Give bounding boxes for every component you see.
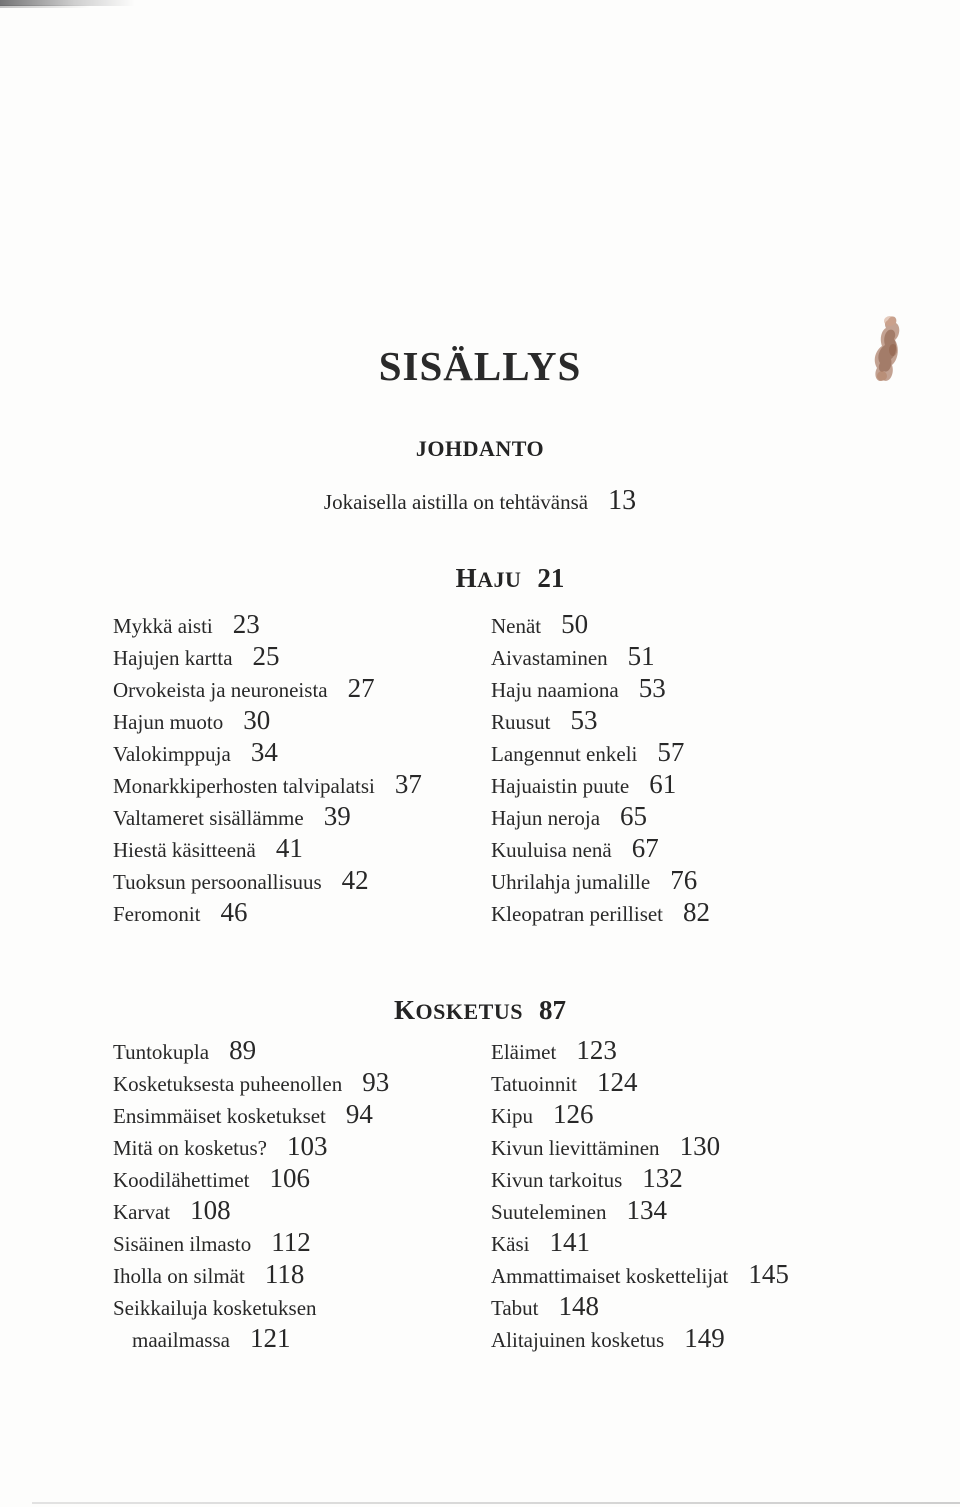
toc-entry-page: 27 <box>347 673 375 703</box>
toc-entry-page: 42 <box>341 865 369 895</box>
toc-entry-label: Ruusut <box>491 710 551 734</box>
toc-entry <box>491 672 710 704</box>
toc-entry <box>491 640 710 672</box>
toc-entry-page: 37 <box>394 769 422 799</box>
toc-entry-page: 132 <box>642 1163 683 1193</box>
toc-entry <box>113 1226 389 1258</box>
section-heading-haju <box>0 565 960 592</box>
toc-entry-label: Kivun lievittäminen <box>491 1136 660 1160</box>
toc-entry <box>113 1162 389 1194</box>
haju-right-column <box>491 608 710 928</box>
section-heading-kosketus-label: KOSKETUS <box>394 995 523 1025</box>
toc-entry <box>491 1130 789 1162</box>
toc-entry-page: 61 <box>649 769 677 799</box>
toc-entry-page: 82 <box>683 897 711 927</box>
toc-entry-page: 148 <box>558 1291 600 1321</box>
section-heading-johdanto-label: JOHDANTO <box>415 436 545 461</box>
toc-entry-label: Mykkä aisti <box>113 614 213 638</box>
toc-entry-label: Ammattimaiset koskettelijat <box>491 1264 729 1288</box>
toc-entry-page: 76 <box>670 865 698 895</box>
toc-entry <box>113 832 422 864</box>
toc-entry-page: 149 <box>684 1323 725 1353</box>
toc-entry-label: Ensimmäiset kosketukset <box>113 1104 326 1128</box>
toc-entry <box>113 1130 389 1162</box>
toc-entry <box>113 672 422 704</box>
toc-entry-page: 123 <box>576 1035 617 1065</box>
toc-entry <box>491 800 710 832</box>
toc-entry-page: 50 <box>561 609 589 639</box>
toc-entry-page: 51 <box>627 641 655 671</box>
toc-entry-page: 53 <box>570 705 598 735</box>
toc-entry <box>491 1226 789 1258</box>
toc-entry <box>491 864 710 896</box>
toc-entry <box>113 864 422 896</box>
toc-entry-label: Käsi <box>491 1232 530 1256</box>
toc-entry <box>113 1290 389 1322</box>
toc-entry-page: 134 <box>626 1195 667 1225</box>
toc-entry-label: Kosketuksesta puheenollen <box>113 1072 343 1096</box>
toc-entry-label: Kivun tarkoitus <box>491 1168 623 1192</box>
toc-entry-label: Haju naamiona <box>491 678 619 702</box>
toc-entry-label: Feromonit <box>113 902 201 926</box>
toc-entry-page: 118 <box>264 1259 305 1289</box>
toc-entry-label: Orvokeista ja neuroneista <box>113 678 328 702</box>
toc-entry-label: Karvat <box>113 1200 171 1224</box>
toc-entry <box>113 1066 389 1098</box>
section-heading-haju-label: HAJU <box>455 563 522 593</box>
toc-entry <box>491 896 710 928</box>
toc-entry-label: Eläimet <box>491 1040 557 1064</box>
toc-entry-page: 34 <box>250 737 278 767</box>
toc-entry-label: Tatuoinnit <box>491 1072 578 1096</box>
toc-entry-page: 103 <box>286 1131 328 1161</box>
toc-entry <box>491 704 710 736</box>
toc-entry-label: Kuuluisa nenä <box>491 838 612 862</box>
toc-entry-page: 65 <box>620 801 648 831</box>
toc-entry-label: Kipu <box>491 1104 533 1128</box>
toc-entry-page: 130 <box>679 1131 721 1161</box>
toc-entry-label: Nenät <box>491 614 542 638</box>
toc-entry-page: 108 <box>190 1195 231 1225</box>
toc-entry-label: Monarkkiperhosten talvipalatsi <box>113 774 375 798</box>
toc-entry-label: Mitä on kosketus? <box>113 1136 267 1160</box>
toc-entry-page: 41 <box>275 833 303 863</box>
toc-entry <box>491 1066 789 1098</box>
toc-entry-label: Langennut enkeli <box>491 742 638 766</box>
toc-entry-label: Tuntokupla <box>113 1040 210 1064</box>
toc-entry <box>491 1290 789 1322</box>
toc-entry <box>113 704 422 736</box>
toc-entry-page: 141 <box>549 1227 590 1257</box>
section-heading-kosketus-page: 87 <box>538 995 566 1025</box>
scan-edge-smudge-2 <box>0 5 90 8</box>
toc-entry-label: Hiestä käsitteenä <box>113 838 256 862</box>
toc-entry <box>491 1322 789 1354</box>
toc-entry-label: Hajun neroja <box>491 806 601 830</box>
toc-entry <box>491 1258 789 1290</box>
section-heading-kosketus <box>0 997 960 1024</box>
toc-entry-label: Hajuaistin puute <box>491 774 630 798</box>
kosketus-left-column <box>113 1034 389 1354</box>
toc-entry-page: 23 <box>232 609 260 639</box>
toc-entry <box>113 1258 389 1290</box>
toc-entry <box>491 1098 789 1130</box>
toc-entry-page: 53 <box>638 673 666 703</box>
scan-bottom-line <box>32 1502 960 1504</box>
section-heading-johdanto <box>0 438 960 460</box>
toc-entry-page: 57 <box>657 737 685 767</box>
toc-entry <box>113 1322 389 1354</box>
toc-entry <box>113 1098 389 1130</box>
toc-entry-label: Valtameret sisällämme <box>113 806 304 830</box>
toc-entry-label: Kleopatran perilliset <box>491 902 664 926</box>
toc-entry-label: Hajun muoto <box>113 710 224 734</box>
toc-entry-page: 94 <box>345 1099 373 1129</box>
toc-entry-label: Suuteleminen <box>491 1200 607 1224</box>
toc-entry <box>491 1034 789 1066</box>
toc-entry <box>113 1194 389 1226</box>
toc-entry <box>113 640 422 672</box>
toc-entry-page: 145 <box>748 1259 789 1289</box>
toc-entry-page: 67 <box>631 833 659 863</box>
haju-left-column <box>113 608 422 928</box>
toc-entry-label: Tuoksun persoonallisuus <box>113 870 322 894</box>
toc-entry-page: 89 <box>229 1035 257 1065</box>
toc-entry-label: Seikkailuja kosketuksen <box>113 1296 317 1320</box>
toc-entry-label: Valokimppuja <box>113 742 231 766</box>
section-heading-haju-page: 21 <box>537 563 565 593</box>
toc-entry-page: 25 <box>252 641 280 671</box>
toc-entry <box>491 832 710 864</box>
toc-entry-label: Iholla on silmät <box>113 1264 245 1288</box>
toc-entry-page: 106 <box>269 1163 310 1193</box>
toc-entry <box>113 768 422 800</box>
toc-entry-page: 30 <box>243 705 271 735</box>
toc-entry-page: 39 <box>323 801 351 831</box>
toc-entry-label: Tabut <box>491 1296 539 1320</box>
toc-entry-label: Koodilähettimet <box>113 1168 250 1192</box>
toc-entry-page: 13 <box>608 485 637 516</box>
toc-entry <box>113 800 422 832</box>
toc-entry-page: 126 <box>553 1099 594 1129</box>
toc-entry <box>491 608 710 640</box>
toc-entry <box>491 736 710 768</box>
toc-entry-page: 93 <box>362 1067 390 1097</box>
toc-entry-label: maailmassa <box>132 1328 230 1352</box>
toc-entry <box>491 768 710 800</box>
toc-entry-page: 46 <box>220 897 248 927</box>
toc-entry-page: 124 <box>597 1067 638 1097</box>
toc-entry <box>491 1162 789 1194</box>
toc-entry <box>491 1194 789 1226</box>
toc-entry <box>113 736 422 768</box>
toc-entry-label: Alitajuinen kosketus <box>491 1328 665 1352</box>
toc-entry-label: Aivastaminen <box>491 646 608 670</box>
toc-entry-label: Uhrilahja jumalille <box>491 870 651 894</box>
toc-entry-label: Sisäinen ilmasto <box>113 1232 252 1256</box>
toc-entry-label: Hajujen kartta <box>113 646 233 670</box>
toc-entry-label: Jokaisella aistilla on tehtävänsä <box>323 490 589 514</box>
toc-entry <box>113 1034 389 1066</box>
toc-entry-page: 112 <box>271 1227 311 1257</box>
toc-entry-page: 121 <box>249 1323 291 1353</box>
kosketus-right-column <box>491 1034 789 1354</box>
toc-entry <box>0 484 960 518</box>
toc-entry <box>113 608 422 640</box>
toc-entry <box>113 896 422 928</box>
page-title: SISÄLLYS <box>378 343 582 389</box>
